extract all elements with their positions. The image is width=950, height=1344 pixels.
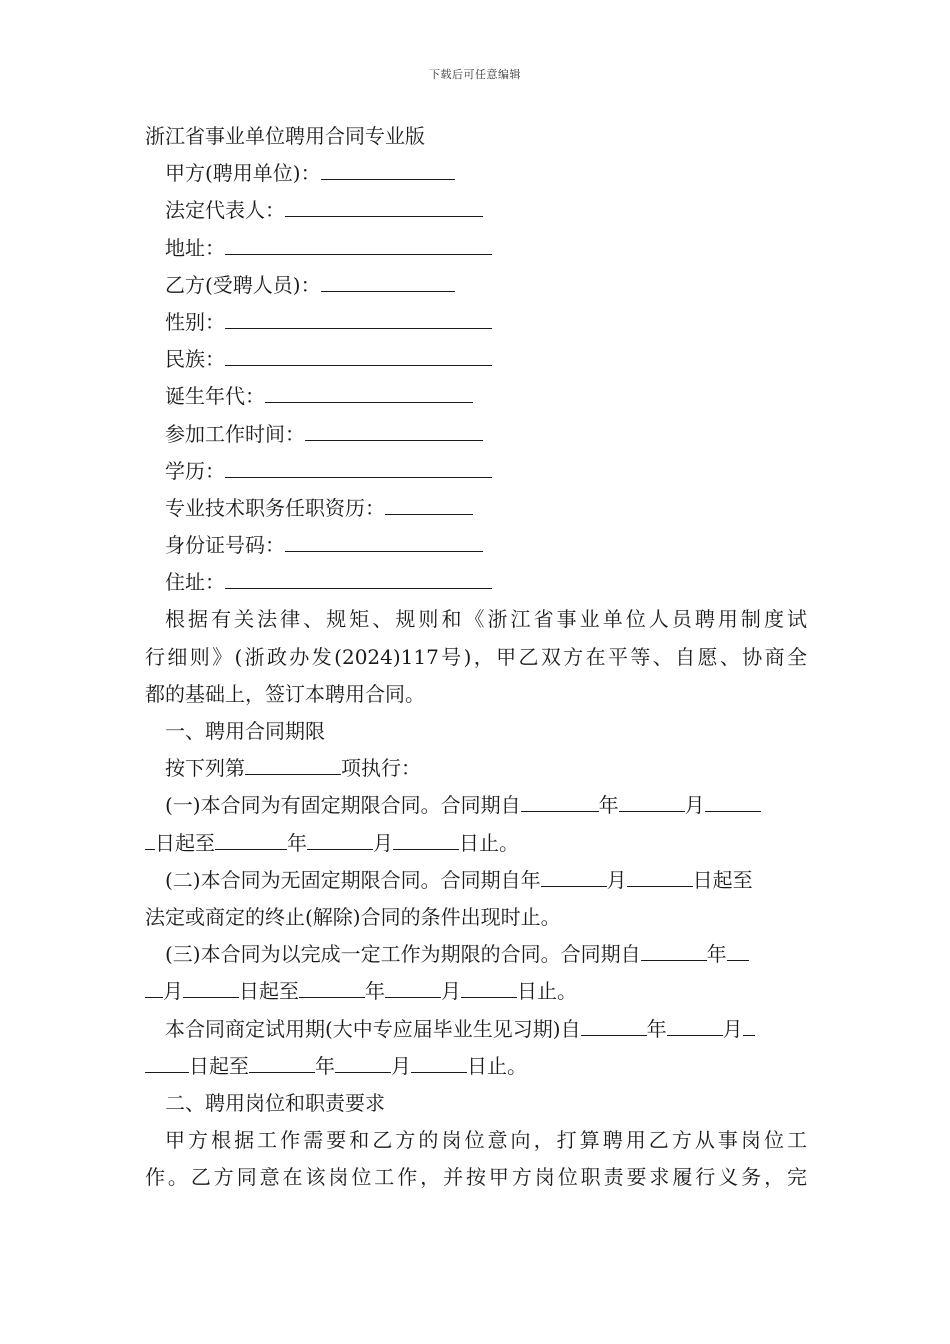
clause-2-line-1: (二)本合同为无固定期限合同。合同期自年 月 日起至: [145, 862, 807, 899]
c1-start-month-blank[interactable]: [619, 789, 685, 812]
contract-body: [145, 118, 807, 1196]
c1-end-day-blank[interactable]: [393, 827, 459, 850]
c1-start-year-blank[interactable]: [521, 789, 599, 812]
party-a-blank[interactable]: [321, 157, 455, 180]
c3-end-year-blank[interactable]: [299, 975, 365, 998]
section-2-line-1: 甲方根据工作需要和乙方的岗位意向，打算聘用乙方从事岗位工: [165, 1128, 807, 1153]
id-number-blank[interactable]: [285, 529, 483, 552]
intro-line-3: 都的基础上，签订本聘用合同。: [145, 681, 425, 706]
section-1-heading: 一、聘用合同期限: [165, 719, 325, 743]
c3-start-year-blank[interactable]: [641, 938, 707, 961]
legal-rep-blank[interactable]: [285, 194, 483, 217]
work-start-blank[interactable]: [305, 418, 483, 441]
clause-2-line-2: 法定或商定的终止(解除)合同的条件出现时止。: [145, 904, 561, 929]
c3-end-month-blank[interactable]: [385, 975, 441, 998]
field-legal-rep: 法定代表人：: [145, 192, 807, 229]
trial-start-year-blank[interactable]: [581, 1013, 647, 1036]
item-number-blank[interactable]: [245, 752, 341, 775]
clause-1-line-1: (一)本合同为有固定期限合同。合同期自 年 月: [145, 787, 807, 824]
c1-end-year-blank[interactable]: [215, 827, 287, 850]
c2-month-blank[interactable]: [541, 864, 607, 887]
section-2-line-2: 作。乙方同意在该岗位工作，并按甲方岗位职责要求履行义务，完: [145, 1165, 807, 1190]
trial-end-day-blank[interactable]: [411, 1050, 467, 1073]
header-note: 下载后可任意编辑: [429, 68, 521, 81]
document-title: 浙江省事业单位聘用合同专业版: [145, 124, 425, 148]
c3-start-month-blank-a[interactable]: [727, 938, 749, 961]
field-party-b: 乙方(受聘人员)：: [145, 267, 807, 304]
ethnicity-blank[interactable]: [225, 343, 492, 366]
birth-date-blank[interactable]: [265, 380, 473, 403]
field-birth-date: 诞生年代：: [145, 378, 807, 415]
residence-blank[interactable]: [225, 566, 492, 589]
field-ethnicity: 民族：: [145, 341, 807, 378]
trial-line-2: 日起至 年 月 日止。: [145, 1048, 807, 1085]
field-work-start: 参加工作时间：: [145, 416, 807, 453]
trial-end-month-blank[interactable]: [335, 1050, 391, 1073]
field-professional-title: 专业技术职务任职资历：: [145, 490, 807, 527]
field-education: 学历：: [145, 453, 807, 490]
trial-start-month-blank[interactable]: [667, 1013, 723, 1036]
section-2-heading: 二、聘用岗位和职责要求: [165, 1090, 385, 1115]
field-address: 地址：: [145, 230, 807, 267]
c3-start-month-blank-b[interactable]: [145, 975, 163, 998]
address-blank[interactable]: [225, 232, 492, 255]
c1-start-day-blank-a[interactable]: [705, 789, 761, 812]
clause-3-line-1: (三)本合同为以完成一定工作为期限的合同。合同期自 年: [145, 936, 807, 973]
professional-title-blank[interactable]: [385, 492, 473, 515]
c2-day-blank[interactable]: [627, 864, 693, 887]
intro-line-1: 根据有关法律、规矩、规则和《浙江省事业单位人员聘用制度试: [165, 607, 807, 632]
trial-start-day-blank-b[interactable]: [145, 1050, 189, 1073]
c1-end-month-blank[interactable]: [307, 827, 373, 850]
trial-line-1: 本合同商定试用期(大中专应届毕业生见习期)自 年 月: [145, 1011, 807, 1048]
clause-1-line-2: 日起至 年 月 日止。: [145, 825, 807, 862]
c3-end-day-blank[interactable]: [461, 975, 517, 998]
field-id-number: 身份证号码：: [145, 527, 807, 564]
c1-start-day-blank-b[interactable]: [145, 827, 155, 850]
c3-start-day-blank[interactable]: [183, 975, 239, 998]
education-blank[interactable]: [225, 455, 492, 478]
choose-item-line: 按下列第 项执行：: [145, 750, 807, 787]
trial-start-day-blank-a[interactable]: [743, 1013, 755, 1036]
trial-end-year-blank[interactable]: [249, 1050, 315, 1073]
clause-3-line-2: 月 日起至 年 月 日止。: [145, 973, 807, 1010]
gender-blank[interactable]: [225, 306, 492, 329]
field-residence: 住址：: [145, 564, 807, 601]
party-b-blank[interactable]: [321, 269, 455, 292]
field-gender: 性别：: [145, 304, 807, 341]
intro-line-2: 行细则》(浙政办发(2024)117号)，甲乙双方在平等、自愿、协商全: [145, 644, 807, 669]
field-party-a: 甲方(聘用单位)：: [145, 155, 807, 192]
